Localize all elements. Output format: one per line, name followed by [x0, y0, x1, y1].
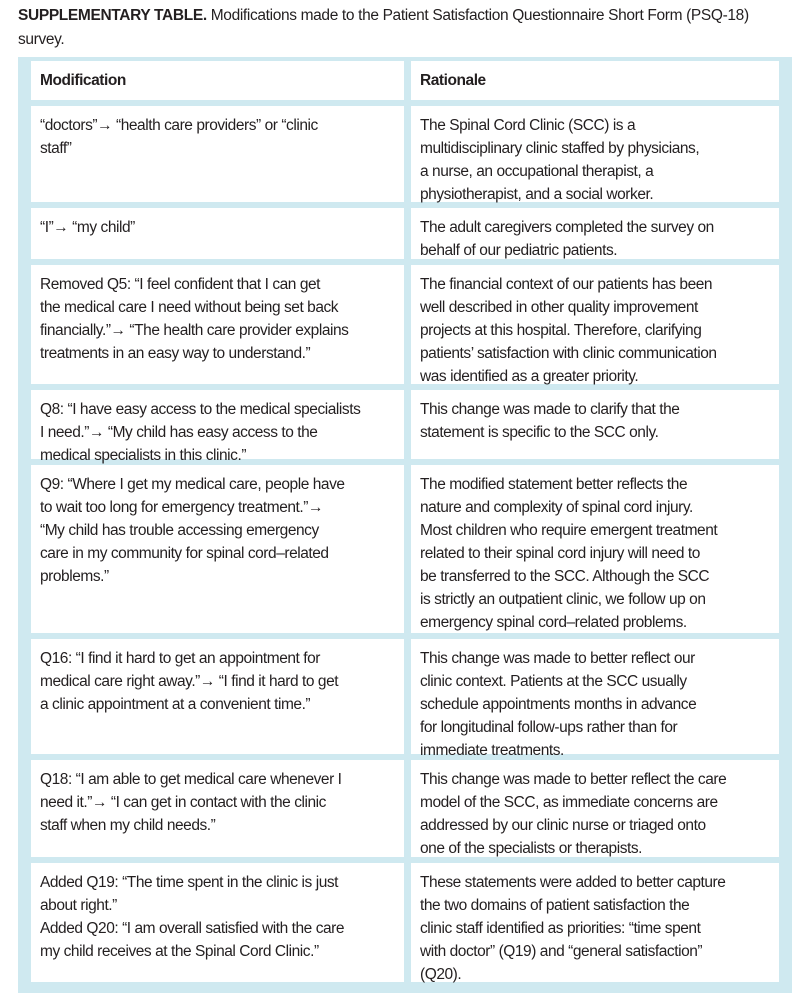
- caption-text: Modifications made to the Patient Satisfaction Questionnaire Short Form (PSQ-18) survey.: [18, 7, 749, 48]
- modification-cell: Q9: “Where I get my medical care, people have to wait too long for emergency treatment.”→ “My child has trouble accessing emergency care in my community for spinal cord–related problems.”: [31, 465, 404, 633]
- modification-cell: Added Q19: “The time spent in the clinic is just about right.” Added Q20: “I am overall satisfied with the care my child receives at the Spinal Cord Clinic.”: [31, 863, 404, 982]
- rationale-cell: This change was made to better reflect our clinic context. Patients at the SCC usually schedule appointments months in advance for longitudinal follow-ups rather than for immediate treatments.: [411, 639, 779, 754]
- rationale-cell: These statements were added to better capture the two domains of patient satisfaction the clinic staff identified as priorities: “time spent with doctor” (Q19) and “general satisfaction” (Q20).: [411, 863, 779, 982]
- rationale-cell: This change was made to better reflect the care model of the SCC, as immediate concerns are addressed by our clinic nurse or triaged onto one of the specialists or therapists.: [411, 760, 779, 857]
- rationale-cell: This change was made to clarify that the statement is specific to the SCC only.: [411, 390, 779, 459]
- rationale-cell: The Spinal Cord Clinic (SCC) is a multidisciplinary clinic staffed by physicians, a nurse, an occupational therapist, a physiotherapist, and a social worker.: [411, 106, 779, 202]
- modification-cell: Q16: “I find it hard to get an appointment for medical care right away.”→ “I find it hard to get a clinic appointment at a convenient time.”: [31, 639, 404, 754]
- table-panel: [18, 57, 792, 993]
- header-modification: Modification: [31, 61, 404, 100]
- modification-cell: Q18: “I am able to get medical care whenever I need it.”→ “I can get in contact with the clinic staff when my child needs.”: [31, 760, 404, 857]
- rationale-cell: The adult caregivers completed the survey on behalf of our pediatric patients.: [411, 208, 779, 259]
- header-rationale: Rationale: [411, 61, 779, 100]
- rationale-cell: The modified statement better reflects the nature and complexity of spinal cord injury. Most children who require emergent treatment related to their spinal cord injury will need to be transferred to the SCC. Although the SCC is strictly an outpatient clinic, we follow up on emergency spinal cord–related problems.: [411, 465, 779, 633]
- caption-lead: SUPPLEMENTARY TABLE.: [18, 7, 207, 24]
- rationale-cell: The financial context of our patients has been well described in other quality improvement projects at this hospital. Therefore, clarifying patients’ satisfaction with clinic communication was identified as a greater priority.: [411, 265, 779, 384]
- modification-cell: Q8: “I have easy access to the medical specialists I need.”→ “My child has easy access to the medical specialists in this clinic.”: [31, 390, 404, 459]
- modification-cell: “I”→ “my child”: [31, 208, 404, 259]
- table-caption: [18, 4, 798, 52]
- modification-cell: “doctors”→ “health care providers” or “clinic staff”: [31, 106, 404, 202]
- modifications-table: [31, 61, 779, 982]
- modification-cell: Removed Q5: “I feel confident that I can get the medical care I need without being set back financially.”→ “The health care provider explains treatments in an easy way to understand.”: [31, 265, 404, 384]
